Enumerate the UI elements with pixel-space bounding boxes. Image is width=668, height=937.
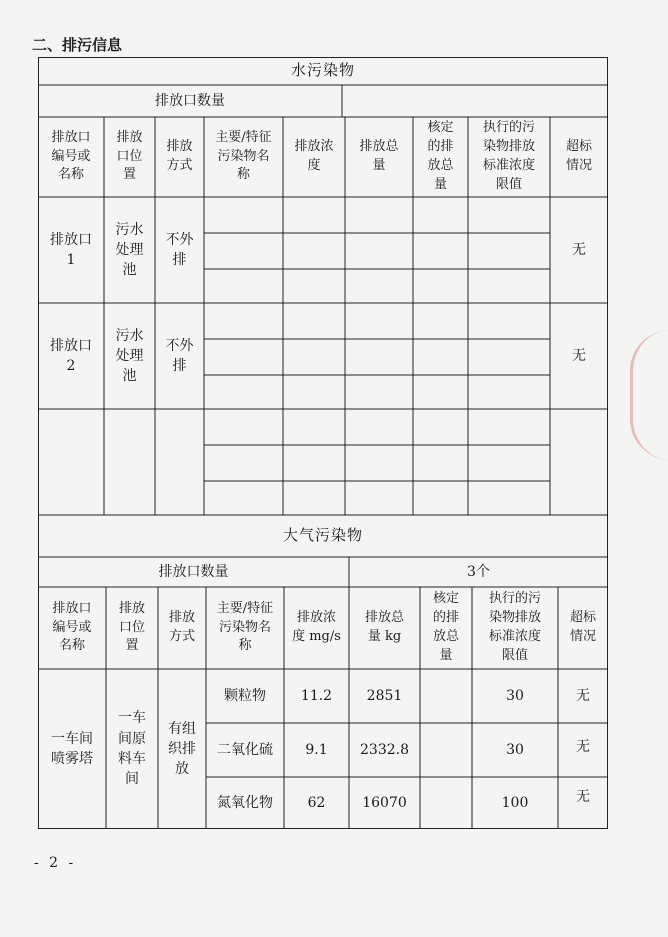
air-pollutant-total: 16070 (362, 794, 407, 811)
water-header-outlet: 排放口 编号或 名称 (51, 129, 91, 183)
air-header-total: 排放总 量 kg (364, 610, 404, 644)
air-pollutant-total: 2851 (366, 687, 403, 704)
air-outlet-location: 一车 间原 料车 间 (118, 710, 146, 788)
water-header-exceed: 超标 情况 (565, 139, 592, 173)
air-header-limit: 执行的污 染物排放 标准浓度 限值 (488, 591, 541, 663)
air-header-pollutant: 主要/特征 污染物名 称 (216, 600, 274, 654)
air-outlet-method: 有组 织排 放 (168, 720, 196, 778)
water-row2-location: 污水 处理 池 (115, 327, 144, 385)
air-title: 大气污染物 (282, 526, 363, 545)
pollution-table (38, 57, 608, 829)
water-outlet-count-value (342, 85, 608, 117)
water-outlet-count-label: 排放口数量 (155, 92, 225, 109)
air-pollutant-concentration: 62 (307, 794, 326, 811)
air-pollutant-name: 二氧化硫 (217, 741, 273, 758)
air-pollutant-concentration: 9.1 (305, 741, 328, 758)
air-pollutant-total: 2332.8 (360, 741, 409, 758)
air-header-outlet: 排放口 编号或 名称 (52, 600, 92, 654)
air-outlet-name: 一车间 喷雾塔 (51, 730, 93, 767)
air-header-location: 排放 口位 置 (118, 600, 145, 654)
air-pollutant-name: 氮氧化物 (217, 794, 273, 811)
water-header-method: 排放 方式 (166, 139, 193, 173)
air-header-approved: 核定 的排 放总 量 (432, 591, 459, 663)
air-pollutant-exceed: 无 (576, 789, 590, 805)
water-row2-method: 不外 排 (165, 337, 194, 374)
air-pollutant-exceed: 无 (576, 687, 590, 704)
section-title: 二、排污信息 (32, 36, 123, 54)
water-row1-location: 污水 处理 池 (115, 221, 144, 279)
air-outlet-count-value: 3个 (467, 563, 490, 580)
water-row2-name: 排放口 2 (50, 337, 92, 374)
water-header-approved: 核定 的排 放总 量 (427, 120, 454, 192)
air-header-concentration: 排放浓 度 mg/s (292, 610, 341, 644)
air-pollutant-name: 颗粒物 (224, 687, 266, 704)
water-header-pollutant: 主要/特征 污染物名 称 (215, 129, 272, 183)
air-pollutant-exceed: 无 (576, 739, 590, 755)
air-header-exceed: 超标 情况 (569, 610, 596, 644)
water-row1-exceed: 无 (572, 241, 586, 258)
seal-stamp-fragment (630, 330, 668, 460)
page-number: - 2 - (34, 855, 77, 871)
air-header-method: 排放 方式 (168, 610, 195, 644)
water-row1-name: 排放口 1 (50, 231, 92, 268)
water-header-limit: 执行的污 染物排放 标准浓度 限值 (482, 120, 535, 192)
water-title: 水污染物 (290, 61, 355, 80)
water-header-total: 排放总 量 (359, 139, 399, 173)
air-pollutant-concentration: 11.2 (300, 687, 333, 704)
water-row2-exceed: 无 (572, 347, 586, 364)
water-row1-method: 不外 排 (165, 231, 194, 268)
air-pollutant-limit: 30 (506, 741, 524, 758)
air-pollutant-limit: 30 (506, 687, 524, 704)
air-outlet-count-label: 排放口数量 (158, 563, 229, 580)
air-pollutant-limit: 100 (501, 794, 529, 811)
water-header-location: 排放 口位 置 (116, 129, 143, 183)
water-header-concentration: 排放浓 度 (294, 139, 334, 173)
